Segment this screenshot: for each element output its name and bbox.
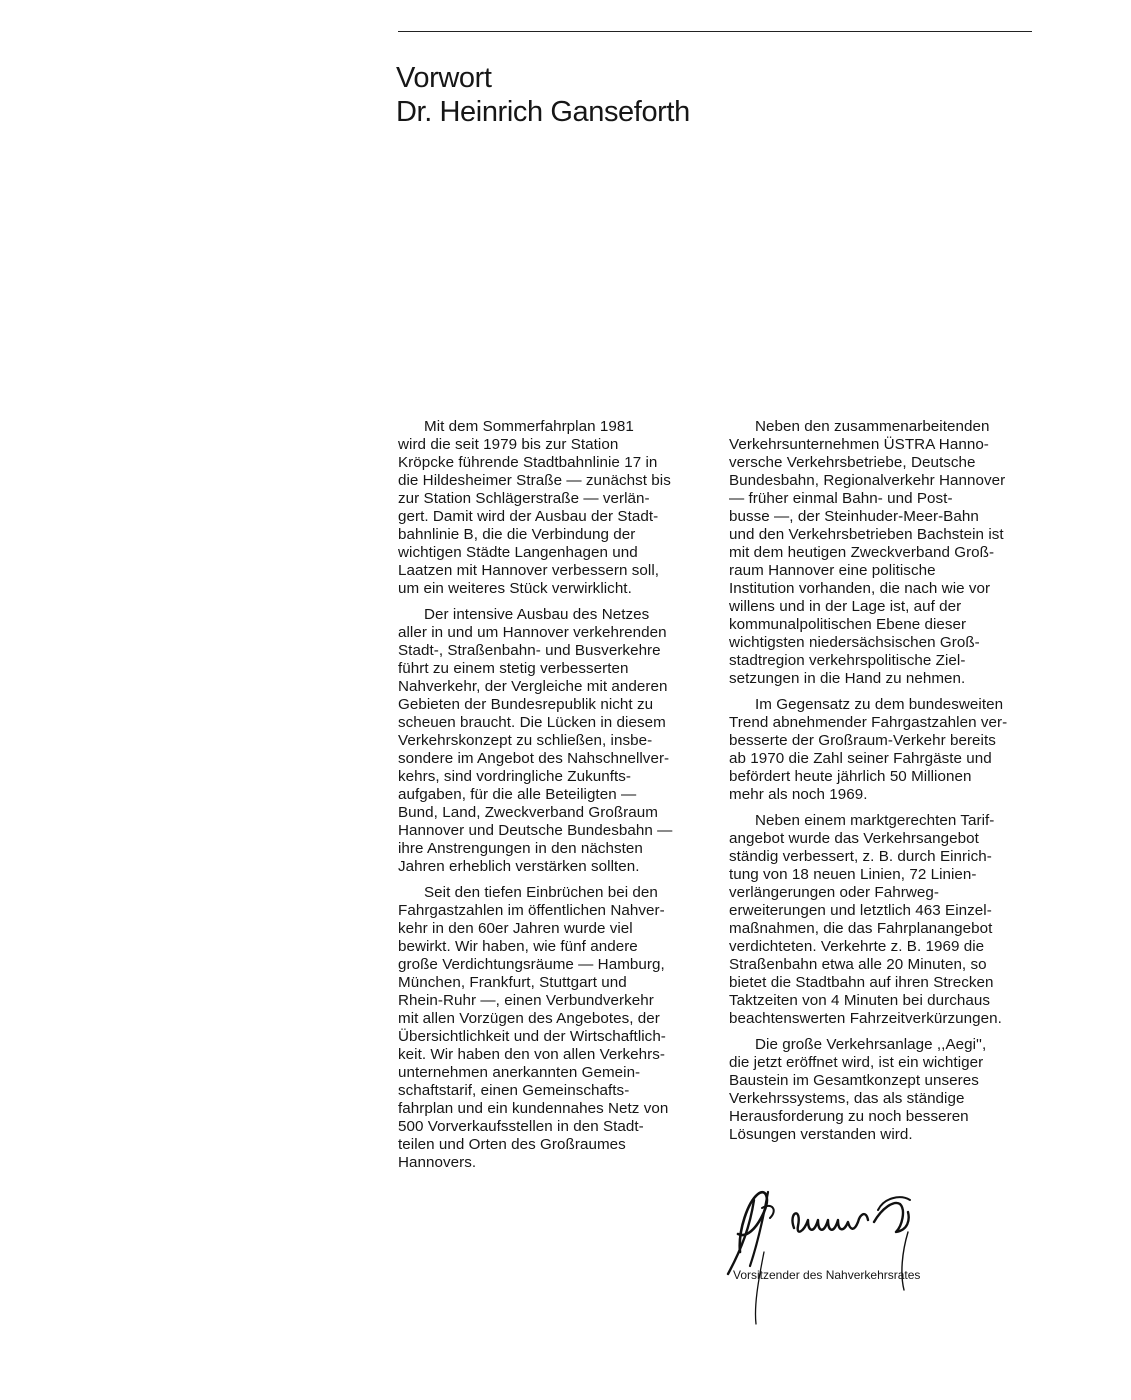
text-line: Bundesbahn, Regionalverkehr Hannover: [729, 472, 1006, 489]
text-line: Bund, Land, Zweckverband Großraum: [398, 804, 658, 821]
text-line: keit. Wir haben den von allen Verkehrs-: [398, 1046, 666, 1063]
heading: [396, 61, 1036, 129]
text-line: Stadt-, Straßenbahn- und Busverkehre: [398, 642, 661, 659]
text-line: Straßenbahn etwa alle 20 Minuten, so: [729, 956, 987, 973]
text-line: verdichteten. Verkehrte z. B. 1969 die: [729, 938, 985, 955]
text-line: Jahren erheblich verstärken sollten.: [398, 858, 640, 875]
text-column-right: [729, 418, 1039, 1152]
text-line: mit allen Vorzügen des Angebotes, der: [398, 1010, 660, 1027]
text-line: führt zu einem stetig verbesserten: [398, 660, 629, 677]
text-line: Mit dem Sommerfahrplan 1981: [424, 418, 634, 435]
text-line: Baustein im Gesamtkonzept unseres: [729, 1072, 979, 1089]
text-line: besserte der Großraum-Verkehr bereits: [729, 732, 996, 749]
text-line: willens und in der Lage ist, auf der: [729, 598, 962, 615]
text-line: Die große Verkehrsanlage ,,Aegi'',: [755, 1036, 987, 1053]
text-line: ab 1970 die Zahl seiner Fahrgäste und: [729, 750, 992, 767]
text-line: aller in und um Hannover verkehrenden: [398, 624, 667, 641]
text-line: befördert heute jährlich 50 Millionen: [729, 768, 972, 785]
text-line: bewirkt. Wir haben, wie fünf andere: [398, 938, 638, 955]
text-line: Neben den zusammenarbeitenden: [755, 418, 990, 435]
text-line: Verkehrsunternehmen ÜSTRA Hanno-: [729, 436, 989, 453]
text-line: setzungen in die Hand zu nehmen.: [729, 670, 966, 687]
text-line: die jetzt eröffnet wird, ist ein wichtiger: [729, 1054, 984, 1071]
paragraph: [729, 812, 1039, 1028]
text-line: kehrs, sind vordringliche Zukunfts-: [398, 768, 632, 785]
text-line: erweiterungen und letztlich 463 Einzel-: [729, 902, 992, 919]
text-line: mit dem heutigen Zweckverband Groß-: [729, 544, 995, 561]
text-line: Laatzen mit Hannover verbessern soll,: [398, 562, 660, 579]
paragraph: [398, 418, 698, 598]
text-line: aufgaben, für die alle Beteiligten —: [398, 786, 637, 803]
top-rule: [398, 31, 1032, 32]
text-line: Taktzeiten von 4 Minuten bei durchaus: [729, 992, 991, 1009]
text-line: Rhein-Ruhr —, einen Verbundverkehr: [398, 992, 654, 1009]
text-line: Gebieten der Bundesrepublik nicht zu: [398, 696, 654, 713]
text-line: gert. Damit wird der Ausbau der Stadt-: [398, 508, 659, 525]
paragraph: [729, 418, 1039, 688]
text-line: um ein weiteres Stück verwirklicht.: [398, 580, 632, 597]
text-line: Herausforderung zu noch besseren: [729, 1108, 969, 1125]
text-line: scheuen braucht. Die Lücken in diesem: [398, 714, 666, 731]
text-line: und den Verkehrsbetrieben Bachstein ist: [729, 526, 1004, 543]
text-line: beachtenswerten Fahrzeitverkürzungen.: [729, 1010, 1002, 1027]
text-line: ständig verbessert, z. B. durch Einrich-: [729, 848, 992, 865]
text-line: versche Verkehrsbetriebe, Deutsche: [729, 454, 976, 471]
text-line: wichtigen Städte Langenhagen und: [398, 544, 638, 561]
text-line: München, Frankfurt, Stuttgart und: [398, 974, 627, 991]
text-line: busse —, der Steinhuder-Meer-Bahn: [729, 508, 979, 525]
text-line: Übersichtlichkeit und der Wirtschaftlich-: [398, 1028, 666, 1045]
text-line: raum Hannover eine politische: [729, 562, 936, 579]
text-line: fahrplan und ein kundennahes Netz von: [398, 1100, 669, 1117]
text-line: kehr in den 60er Jahren wurde viel: [398, 920, 633, 937]
text-line: Nahverkehr, der Vergleiche mit anderen: [398, 678, 668, 695]
text-line: tung von 18 neuen Linien, 72 Linien-: [729, 866, 977, 883]
title-line-1: Vorwort: [396, 62, 492, 94]
paragraph: [398, 606, 698, 876]
text-line: zur Station Schlägerstraße — verlän-: [398, 490, 650, 507]
text-line: Verkehrssystems, das als ständige: [729, 1090, 965, 1107]
paragraph: [398, 884, 698, 1172]
text-line: Verkehrskonzept zu schließen, insbe-: [398, 732, 653, 749]
text-line: Kröpcke führende Stadtbahnlinie 17 in: [398, 454, 658, 471]
text-line: bahnlinie B, die die Verbindung der: [398, 526, 636, 543]
text-line: unternehmen anerkannten Gemein-: [398, 1064, 641, 1081]
text-line: wichtigsten niedersächsischen Groß-: [729, 634, 980, 651]
text-column-left: [398, 418, 698, 1180]
text-line: Hannovers.: [398, 1154, 477, 1171]
title-line-2: Dr. Heinrich Ganseforth: [396, 96, 690, 128]
text-line: Der intensive Ausbau des Netzes: [424, 606, 650, 623]
text-line: Seit den tiefen Einbrüchen bei den: [424, 884, 658, 901]
text-line: große Verdichtungsräume — Hamburg,: [398, 956, 665, 973]
text-line: Neben einem marktgerechten Tarif-: [755, 812, 995, 829]
text-line: Fahrgastzahlen im öffentlichen Nahver-: [398, 902, 665, 919]
signature-caption: Vorsitzender des Nahverkehrsrates: [733, 1268, 921, 1282]
text-line: ihre Anstrengungen in den nächsten: [398, 840, 643, 857]
text-line: Trend abnehmender Fahrgastzahlen ver-: [729, 714, 1008, 731]
text-line: stadtregion verkehrspolitische Ziel-: [729, 652, 966, 669]
text-line: mehr als noch 1969.: [729, 786, 868, 803]
text-line: 500 Vorverkaufsstellen in den Stadt-: [398, 1118, 644, 1135]
text-line: Im Gegensatz zu dem bundesweiten: [755, 696, 1004, 713]
text-line: bietet die Stadtbahn auf ihren Strecken: [729, 974, 994, 991]
text-line: Hannover und Deutsche Bundesbahn —: [398, 822, 673, 839]
text-line: verlängerungen oder Fahrweg-: [729, 884, 939, 901]
text-line: schaftstarif, einen Gemeinschafts-: [398, 1082, 630, 1099]
text-line: maßnahmen, die das Fahrplanangebot: [729, 920, 993, 937]
text-line: kommunalpolitischen Ebene dieser: [729, 616, 967, 633]
paragraph: [729, 696, 1039, 804]
text-line: wird die seit 1979 bis zur Station: [398, 436, 619, 453]
text-line: sondere im Angebot des Nahschnellver-: [398, 750, 670, 767]
text-line: — früher einmal Bahn- und Post-: [729, 490, 953, 507]
text-line: die Hildesheimer Straße — zunächst bis: [398, 472, 671, 489]
text-line: teilen und Orten des Großraumes: [398, 1136, 626, 1153]
text-line: Institution vorhanden, die nach wie vor: [729, 580, 991, 597]
text-line: Lösungen verstanden wird.: [729, 1126, 913, 1143]
text-line: angebot wurde das Verkehrsangebot: [729, 830, 979, 847]
paragraph: [729, 1036, 1039, 1144]
handwritten-signature: [724, 1182, 924, 1327]
